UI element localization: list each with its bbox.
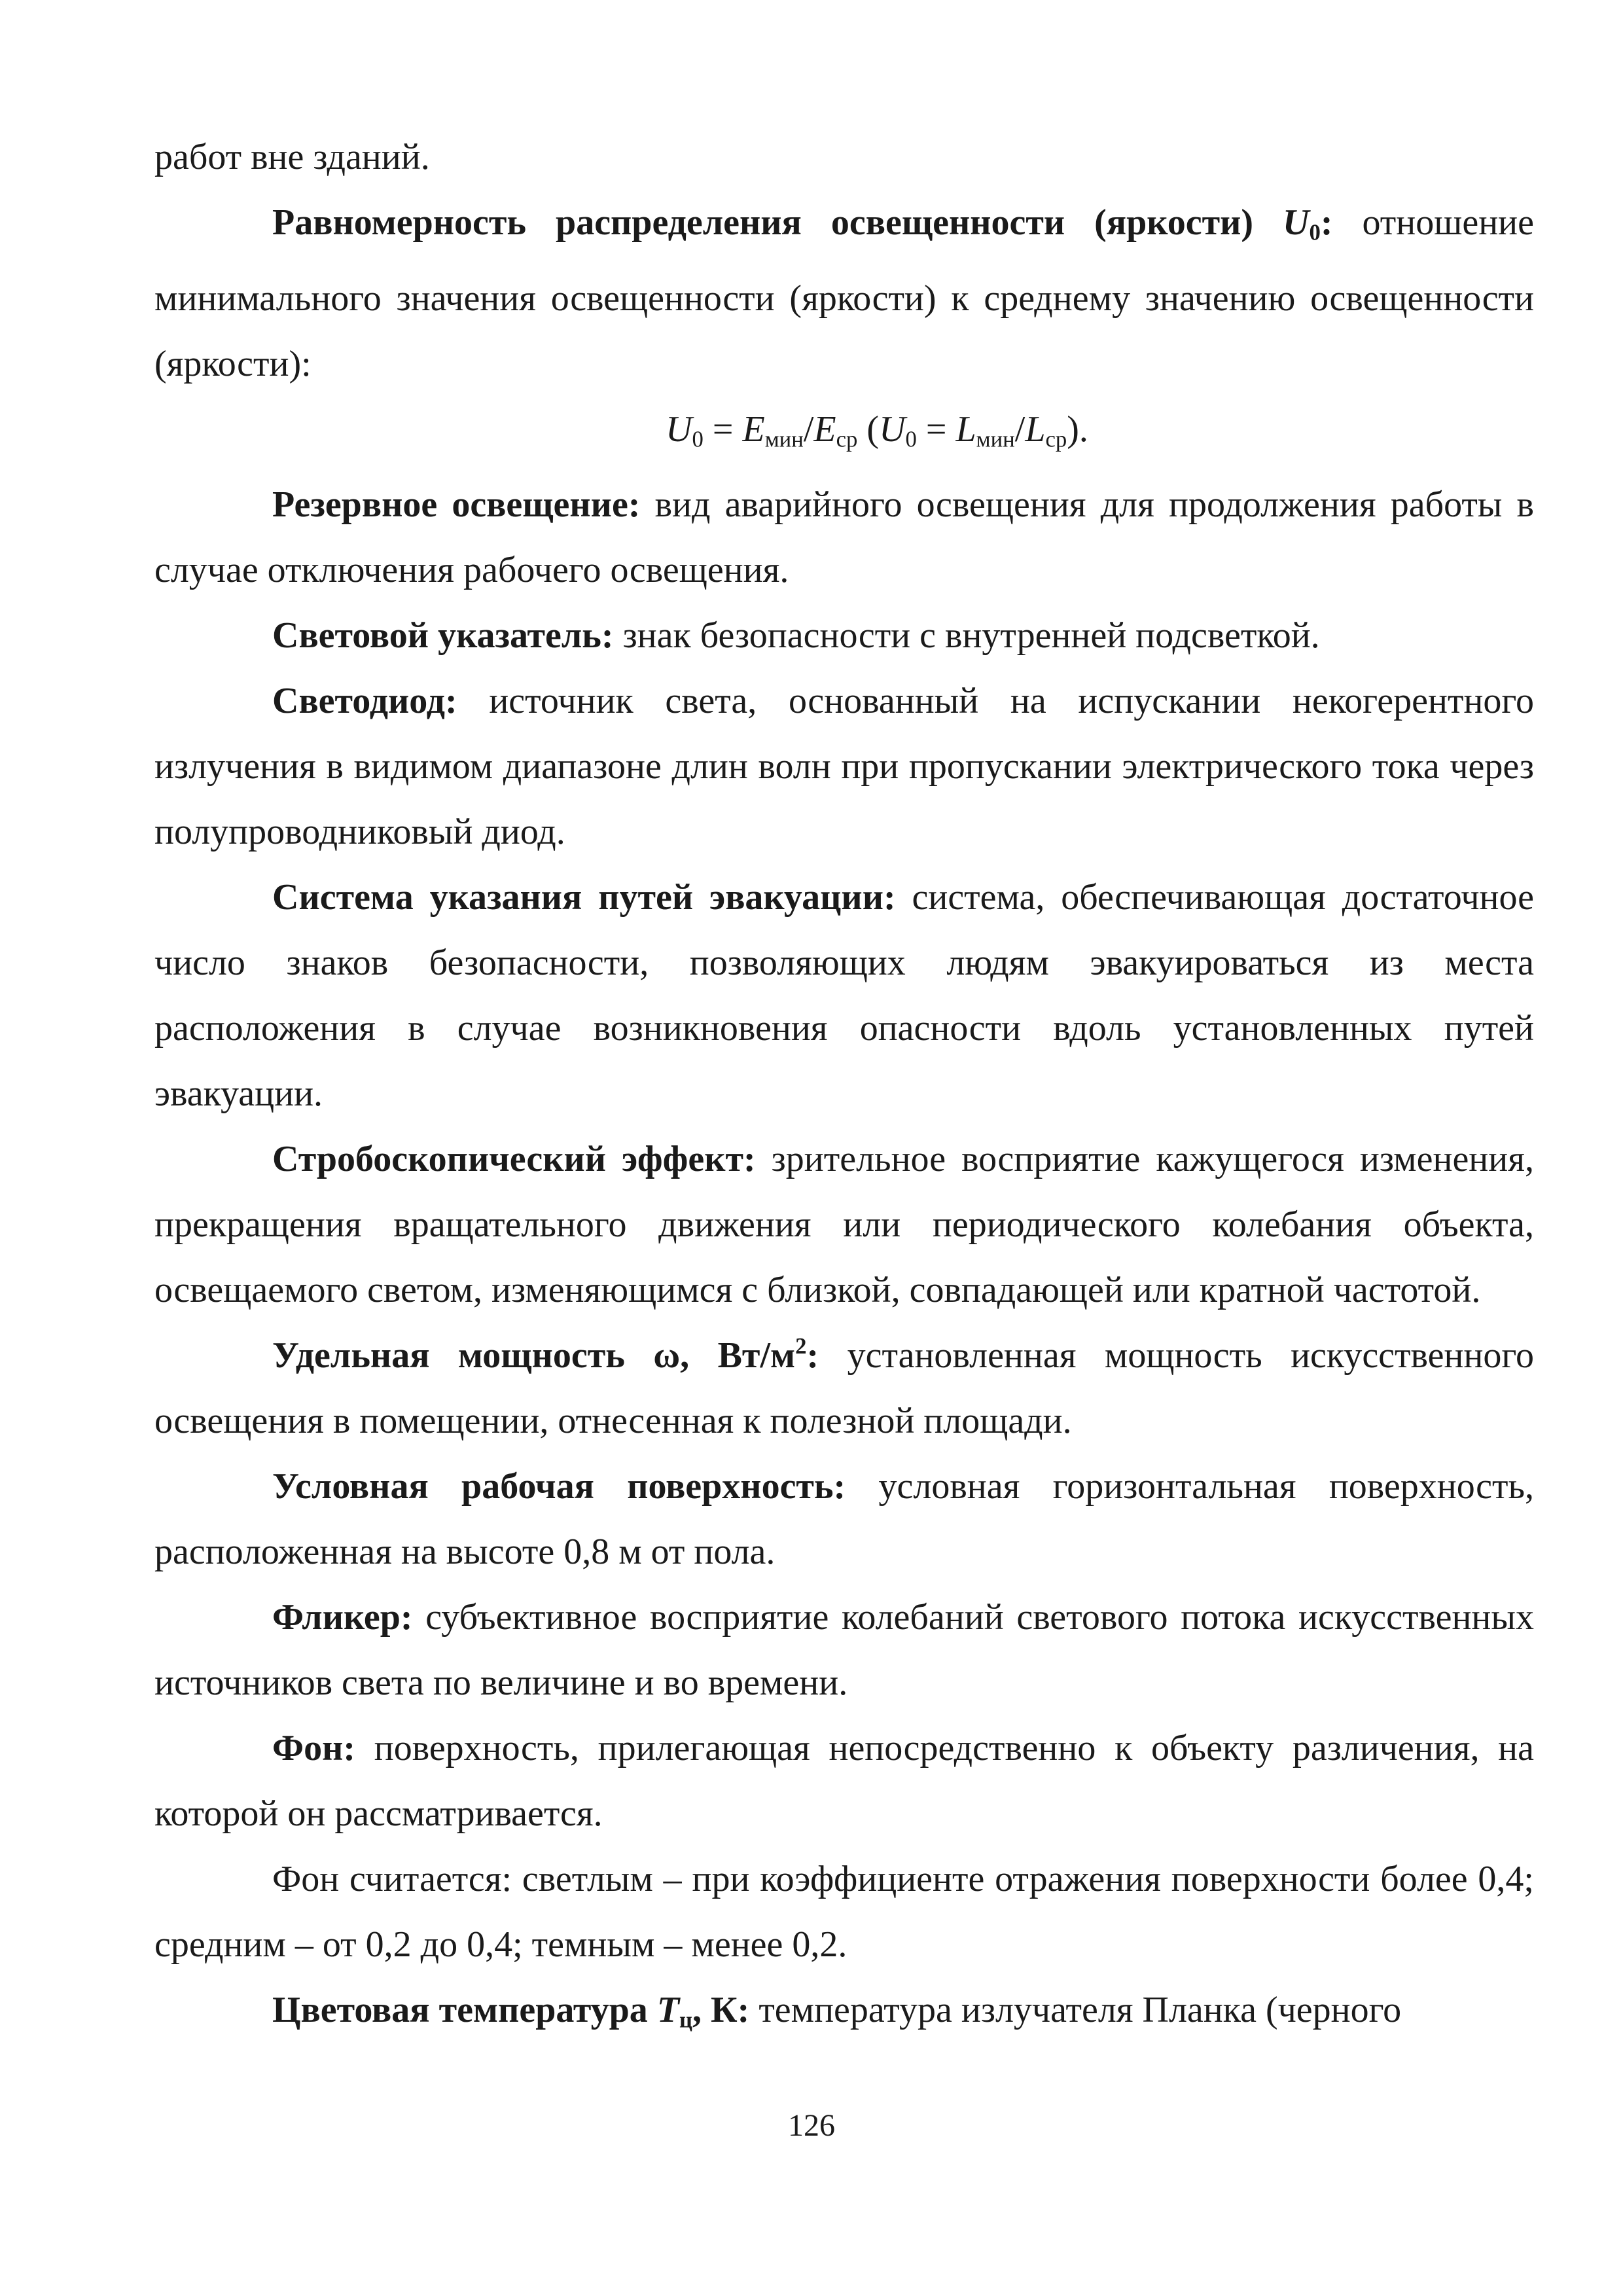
definition-color-temperature [154, 1977, 1534, 2053]
definition-text: система, обеспечивающая достаточное число знаков безопасности, позволяющих людям эвакуироваться из места расположения в случае возникновения опасности вдоль установленных путей эвакуации. [154, 877, 1534, 1115]
definition-background [154, 1715, 1534, 1846]
definition-text: установленная мощность искусственного освещения в помещении, отнесенная к полезной площади. [154, 1335, 1534, 1442]
term-reserve-lighting: Резервное освещение: [272, 484, 641, 526]
term-working-surface: Условная рабочая поверхность: [272, 1466, 846, 1507]
definition-led [154, 668, 1534, 865]
definition-text: источник света, основанный на испускании некогерентного излучения в видимом диапазоне длин волн при пропускании электрического тока через полупроводниковый диод. [154, 681, 1534, 853]
definition-text: условная горизонтальная поверхность, расположенная на высоте 0,8 м от пола. [154, 1466, 1534, 1573]
definition-text: вид аварийного освещения для продолжения работы в случае отключения рабочего освещения. [154, 484, 1534, 591]
definition-working-surface [154, 1454, 1534, 1585]
definition-light-sign [154, 603, 1534, 668]
definition-uniformity [154, 190, 1534, 397]
document-body [154, 124, 1534, 2053]
term-flicker: Фликер: [272, 1597, 413, 1638]
term-led: Светодиод: [272, 681, 457, 722]
term-light-sign: Световой указатель: [272, 615, 614, 656]
definition-text: температура излучателя Планка (черного [749, 1990, 1402, 2031]
definition-text: знак безопасности с внутренней подсветкой. [613, 615, 1320, 656]
definition-flicker [154, 1585, 1534, 1715]
definition-text: поверхность, прилегающая непосредственно к объекту различения, на которой он рассматривается. [154, 1728, 1534, 1835]
paragraph-background-classes: Фон считается: светлым – при коэффициенте отражения поверхности более 0,4; средним – от 0,2 до 0,4; темным – менее 0,2. [154, 1859, 1534, 1965]
definition-evacuation-system [154, 865, 1534, 1126]
formula-uniformity: $U_0 = E_{мин}/E_{ср}$ $(U_0 = L_{мин}/L_{ср})$. [666, 408, 1088, 452]
definition-stroboscopic-effect [154, 1126, 1534, 1323]
term-stroboscopic-effect: Стробоскопический эффект: [272, 1139, 756, 1180]
term-background: Фон: [272, 1728, 356, 1769]
term-specific-power: Удельная мощность ω, $Вт/м^2$: [272, 1333, 819, 1376]
term-evacuation-system: Система указания путей эвакуации: [272, 877, 896, 918]
term-color-temperature: Цветовая температура $T_ц$, К: [272, 1990, 750, 2034]
term-uniformity: Равномерность распределения освещенности (яркости) $U_0$: [272, 202, 1333, 245]
page-number: 126 [788, 2108, 835, 2143]
paragraph-continuation: работ вне зданий. [154, 137, 430, 177]
definition-text: зрительное восприятие кажущегося изменения, прекращения вращательного движения или периодического колебания объекта, освещаемого светом, изменяющимся с близкой, совпадающей или кратной частотой. [154, 1139, 1534, 1311]
definition-text: отношение минимального значения освещенности (яркости) к среднему значению освещенности (яркости): [154, 202, 1534, 384]
definition-reserve-lighting [154, 472, 1534, 603]
definition-text: субъективное восприятие колебаний светового потока искусственных источников света по величине и во времени. [154, 1597, 1534, 1704]
definition-specific-power [154, 1323, 1534, 1454]
